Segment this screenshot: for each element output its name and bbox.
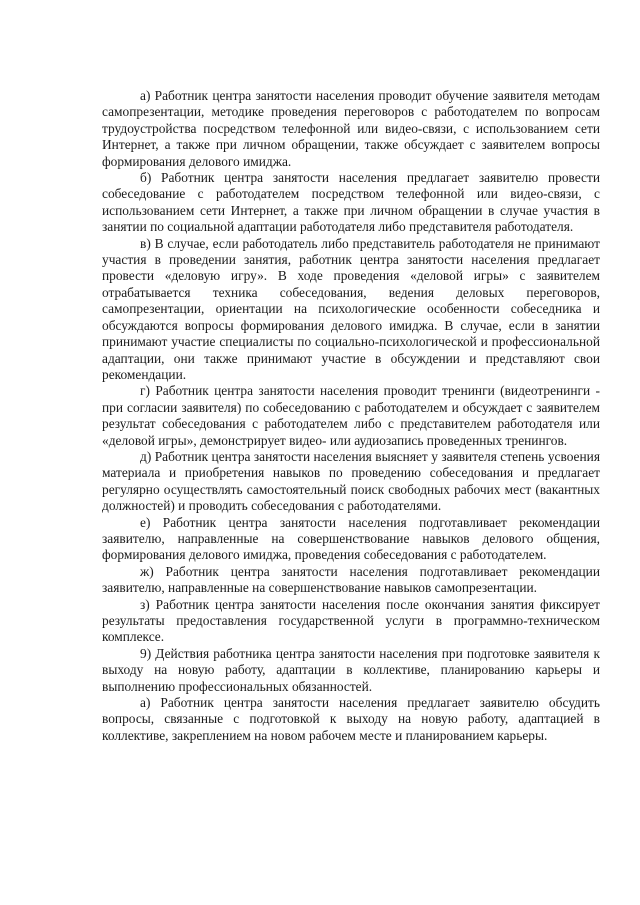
paragraph-a-new-job-discussion: а) Работник центра занятости населения предлагает заявителю обсудить вопросы, связанные с подготовкой к выходу на новую работу, адаптацией в коллективе, закреплением на новом рабочем месте и планированием карьеры.: [102, 695, 600, 743]
document-body: [102, 88, 600, 744]
paragraph-d-skills-assessment: д) Работник центра занятости населения выясняет у заявителя степень усвоения материала и приобретения навыков по проведению собеседования и предлагает регулярно осуществлять самостоятельный поиск свободных рабочих мест (вакантных должностей) и проводить собеседования с работодателями.: [102, 448, 600, 514]
paragraph-a-self-presentation-training: а) Работник центра занятости населения проводит обучение заявителя методам самопрезентации, методике проведения переговоров с работодателем по вопросам трудоустройства посредством телефонной или видео-связи, с использованием сети Интернет, а также при личном обращении, также обсуждает с заявителем вопросы формирования делового имиджа.: [102, 88, 600, 169]
paragraph-zh-self-presentation-recommendations: ж) Работник центра занятости населения подготавливает рекомендации заявителю, направленные на совершенствование навыков самопрезентации.: [102, 563, 600, 596]
paragraph-v-business-game: в) В случае, если работодатель либо представитель работодателя не принимают участия в проведении занятия, работник центра занятости населения предлагает провести «деловую игру». В ходе проведения «деловой игры» с заявителем отрабатывается техника собеседования, ведения деловых переговоров, самопрезентации, ориентации на психологические особенности собеседника и обсуждаются вопросы формирования делового имиджа. В случае, если в занятии принимают участие специалисты по социально-психологической и профессиональной адаптации, они также принимают участие в обсуждении и представляют свои рекомендации.: [102, 235, 600, 382]
paragraph-9-new-job-preparation-heading: 9) Действия работника центра занятости населения при подготовке заявителя к выходу на новую работу, адаптации в коллективе, планированию карьеры и выполнению профессиональных обязанностей.: [102, 645, 600, 694]
paragraph-z-results-recording: з) Работник центра занятости населения после окончания занятия фиксирует результаты предоставления государственной услуги в программно-техническом комплексе.: [102, 596, 600, 645]
paragraph-e-business-communication-recommendations: е) Работник центра занятости населения подготавливает рекомендации заявителю, направленные на совершенствование навыков делового общения, формирования делового имиджа, проведения собеседования с работодателем.: [102, 514, 600, 563]
paragraph-g-trainings: г) Работник центра занятости населения проводит тренинги (видеотренинги - при согласии заявителя) по собеседованию с работодателем и обсуждает с заявителем результат собеседования с работодателем либо с представителем работодателя или «деловой игры», демонстрирует видео- или аудиозапись проведенных тренингов.: [102, 383, 600, 448]
paragraph-b-interview-with-employer: б) Работник центра занятости населения предлагает заявителю провести собеседование с работодателем посредством телефонной или видео-связи, с использованием сети Интернет, а также при личном обращении в случае участия в занятии по социальной адаптации работодателя либо представителя работодателя.: [102, 170, 600, 235]
